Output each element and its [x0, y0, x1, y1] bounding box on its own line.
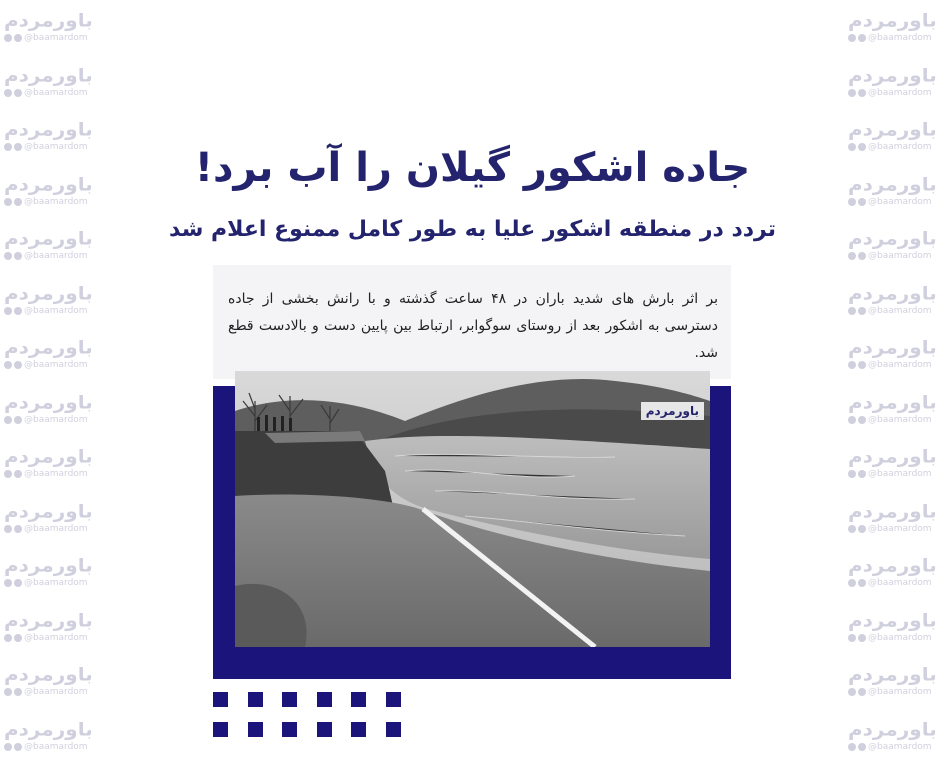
watermark-tile — [4, 63, 99, 115]
instagram-icon — [848, 525, 856, 533]
telegram-icon — [14, 198, 22, 206]
watermark-handle: @baamardom — [24, 87, 88, 98]
instagram-icon — [4, 198, 12, 206]
watermark-handle: @baamardom — [24, 305, 88, 316]
instagram-icon — [848, 579, 856, 587]
watermark-logo: باورمردم — [4, 717, 93, 740]
telegram-icon — [858, 307, 866, 315]
watermark-handle: @baamardom — [868, 414, 932, 425]
photo-logo: باورمردم — [641, 402, 704, 420]
watermark-logo: باورمردم — [848, 281, 937, 304]
watermark-handle-row — [848, 523, 943, 535]
watermark-logo: باورمردم — [4, 9, 93, 31]
telegram-icon — [858, 252, 866, 260]
watermark-logo: باورمردم — [4, 281, 93, 304]
watermark-handle: @baamardom — [868, 360, 932, 370]
instagram-icon — [4, 361, 12, 369]
watermark-handle: @baamardom — [24, 251, 88, 261]
watermark-logo: باورمردم — [848, 608, 937, 631]
instagram-icon — [848, 361, 856, 369]
instagram-icon — [4, 743, 12, 751]
watermark-handle-row — [848, 250, 943, 262]
watermark-logo: باورمردم — [848, 663, 937, 685]
watermark-handle-row — [4, 359, 99, 371]
watermark-handle-row — [848, 468, 943, 480]
watermark-tile — [4, 717, 99, 769]
instagram-icon — [4, 470, 12, 478]
instagram-icon — [848, 198, 856, 206]
watermark-handle-row — [848, 577, 943, 589]
decorative-square — [248, 722, 263, 737]
watermark-tile — [4, 8, 99, 60]
telegram-icon — [858, 34, 866, 42]
watermark-handle: @baamardom — [868, 632, 932, 643]
subheadline: تردد در منطقه اشکور علیا به طور کامل ممنوع اعلام شد — [169, 217, 776, 242]
telegram-icon — [14, 743, 22, 751]
telegram-icon — [858, 416, 866, 424]
watermark-logo: باورمردم — [4, 663, 93, 685]
watermark-handle-row — [4, 196, 99, 208]
decorative-square — [386, 722, 401, 737]
watermark-handle-row — [848, 305, 943, 317]
watermark-tile — [4, 335, 99, 387]
watermark-handle-row — [4, 468, 99, 480]
watermark-handle-row — [848, 414, 943, 426]
news-photo — [235, 371, 710, 647]
watermark-handle: @baamardom — [24, 196, 88, 207]
decorative-square — [248, 692, 263, 707]
instagram-icon — [4, 688, 12, 696]
instagram-icon — [4, 579, 12, 587]
instagram-icon — [848, 252, 856, 260]
watermark-handle: @baamardom — [24, 142, 88, 152]
decorative-square — [213, 722, 228, 737]
telegram-icon — [858, 634, 866, 642]
watermark-handle: @baamardom — [24, 741, 88, 752]
telegram-icon — [858, 525, 866, 533]
watermark-tile — [848, 444, 943, 496]
body-text: بر اثر بارش های شدید باران در ۴۸ ساعت گذشته و با رانش بخشی از جاده دسترسی به اشکور بعد از روستای سوگوابر، ارتباط بین پایین دست و بالادست قطع شد. — [228, 291, 718, 361]
instagram-icon — [4, 89, 12, 97]
watermark-handle: @baamardom — [24, 414, 88, 425]
decorative-square — [317, 692, 332, 707]
watermark-handle-row — [4, 32, 99, 44]
headline: جاده اشکور گیلان را آب برد! — [194, 145, 751, 191]
watermark-tile — [4, 662, 99, 714]
telegram-icon — [14, 525, 22, 533]
watermark-handle-row — [848, 686, 943, 698]
telegram-icon — [858, 470, 866, 478]
telegram-icon — [14, 579, 22, 587]
telegram-icon — [14, 252, 22, 260]
watermark-handle: @baamardom — [24, 523, 88, 534]
watermark-handle-row — [4, 87, 99, 99]
watermark-handle-row — [848, 741, 943, 753]
decorative-squares — [213, 692, 393, 742]
watermark-tile — [848, 717, 943, 769]
watermark-tile — [4, 608, 99, 660]
watermark-logo: باورمردم — [848, 63, 937, 86]
watermark-tile — [848, 553, 943, 605]
watermark-handle-row — [4, 250, 99, 262]
watermark-logo: باورمردم — [848, 172, 937, 195]
telegram-icon — [14, 361, 22, 369]
telegram-icon — [858, 688, 866, 696]
telegram-icon — [858, 743, 866, 751]
watermark-logo: باورمردم — [4, 336, 93, 358]
instagram-icon — [4, 34, 12, 42]
instagram-icon — [4, 416, 12, 424]
decorative-square — [282, 722, 297, 737]
telegram-icon — [14, 688, 22, 696]
watermark-handle: @baamardom — [24, 687, 88, 697]
watermark-logo: باورمردم — [848, 390, 937, 413]
watermark-handle: @baamardom — [24, 469, 88, 479]
watermark-tile — [4, 499, 99, 551]
telegram-icon — [858, 198, 866, 206]
telegram-icon — [858, 361, 866, 369]
watermark-handle: @baamardom — [868, 523, 932, 534]
watermark-tile — [848, 335, 943, 387]
instagram-icon — [848, 34, 856, 42]
landslide-road-photo-icon — [235, 371, 710, 647]
watermark-handle: @baamardom — [868, 687, 932, 697]
watermark-handle: @baamardom — [24, 578, 88, 588]
instagram-icon — [848, 688, 856, 696]
watermark-logo: باورمردم — [4, 608, 93, 631]
instagram-icon — [848, 470, 856, 478]
decorative-square — [282, 692, 297, 707]
watermark-handle: @baamardom — [24, 632, 88, 643]
telegram-icon — [858, 89, 866, 97]
watermark-logo: باورمردم — [848, 717, 937, 740]
watermark-logo: باورمردم — [848, 445, 937, 467]
watermark-handle-row — [4, 741, 99, 753]
watermark-logo: باورمردم — [4, 63, 93, 86]
decorative-square — [351, 692, 366, 707]
instagram-icon — [848, 307, 856, 315]
watermark-logo: باورمردم — [848, 9, 937, 31]
watermark-logo: باورمردم — [4, 227, 93, 249]
instagram-icon — [4, 307, 12, 315]
watermark-tile — [848, 281, 943, 333]
watermark-logo: باورمردم — [4, 445, 93, 467]
watermark-handle-row — [4, 414, 99, 426]
watermark-handle: @baamardom — [868, 87, 932, 98]
watermark-logo: باورمردم — [848, 554, 937, 576]
watermark-handle-row — [4, 686, 99, 698]
watermark-handle: @baamardom — [868, 196, 932, 207]
watermark-handle-row — [4, 632, 99, 644]
watermark-tile — [848, 63, 943, 115]
watermark-handle: @baamardom — [868, 305, 932, 316]
watermark-handle-row — [4, 305, 99, 317]
watermark-tile — [848, 499, 943, 551]
watermark-tile — [848, 662, 943, 714]
watermark-handle-row — [848, 87, 943, 99]
telegram-icon — [14, 89, 22, 97]
watermark-tile — [4, 444, 99, 496]
watermark-handle-row — [848, 359, 943, 371]
watermark-handle: @baamardom — [868, 578, 932, 588]
watermark-handle-row — [4, 523, 99, 535]
watermark-handle: @baamardom — [868, 469, 932, 479]
watermark-handle-row — [4, 577, 99, 589]
watermark-handle: @baamardom — [868, 33, 932, 43]
watermark-handle: @baamardom — [868, 741, 932, 752]
instagram-icon — [848, 89, 856, 97]
watermark-tile — [4, 390, 99, 442]
watermark-tile — [848, 8, 943, 60]
watermark-logo: باورمردم — [4, 390, 93, 413]
telegram-icon — [14, 634, 22, 642]
decorative-square — [317, 722, 332, 737]
decorative-square — [213, 692, 228, 707]
watermark-tile — [848, 390, 943, 442]
telegram-icon — [858, 579, 866, 587]
watermark-logo: باورمردم — [848, 336, 937, 358]
instagram-icon — [848, 634, 856, 642]
telegram-icon — [14, 470, 22, 478]
watermark-handle-row — [848, 32, 943, 44]
watermark-handle-row — [848, 632, 943, 644]
telegram-icon — [14, 416, 22, 424]
watermark-logo: باورمردم — [4, 118, 93, 140]
decorative-square — [351, 722, 366, 737]
watermark-handle: @baamardom — [24, 360, 88, 370]
instagram-icon — [848, 743, 856, 751]
watermark-logo: باورمردم — [4, 499, 93, 522]
watermark-handle: @baamardom — [24, 33, 88, 43]
watermark-handle: @baamardom — [868, 251, 932, 261]
watermark-tile — [4, 281, 99, 333]
watermark-tile — [4, 553, 99, 605]
instagram-icon — [848, 416, 856, 424]
watermark-handle-row — [848, 196, 943, 208]
instagram-icon — [4, 634, 12, 642]
watermark-handle: @baamardom — [868, 142, 932, 152]
telegram-icon — [14, 34, 22, 42]
watermark-logo: باورمردم — [4, 172, 93, 195]
instagram-icon — [4, 525, 12, 533]
watermark-logo: باورمردم — [848, 118, 937, 140]
watermark-tile — [848, 608, 943, 660]
telegram-icon — [14, 307, 22, 315]
instagram-icon — [4, 252, 12, 260]
watermark-logo: باورمردم — [848, 499, 937, 522]
decorative-square — [386, 692, 401, 707]
watermark-logo: باورمردم — [4, 554, 93, 576]
watermark-logo: باورمردم — [848, 227, 937, 249]
